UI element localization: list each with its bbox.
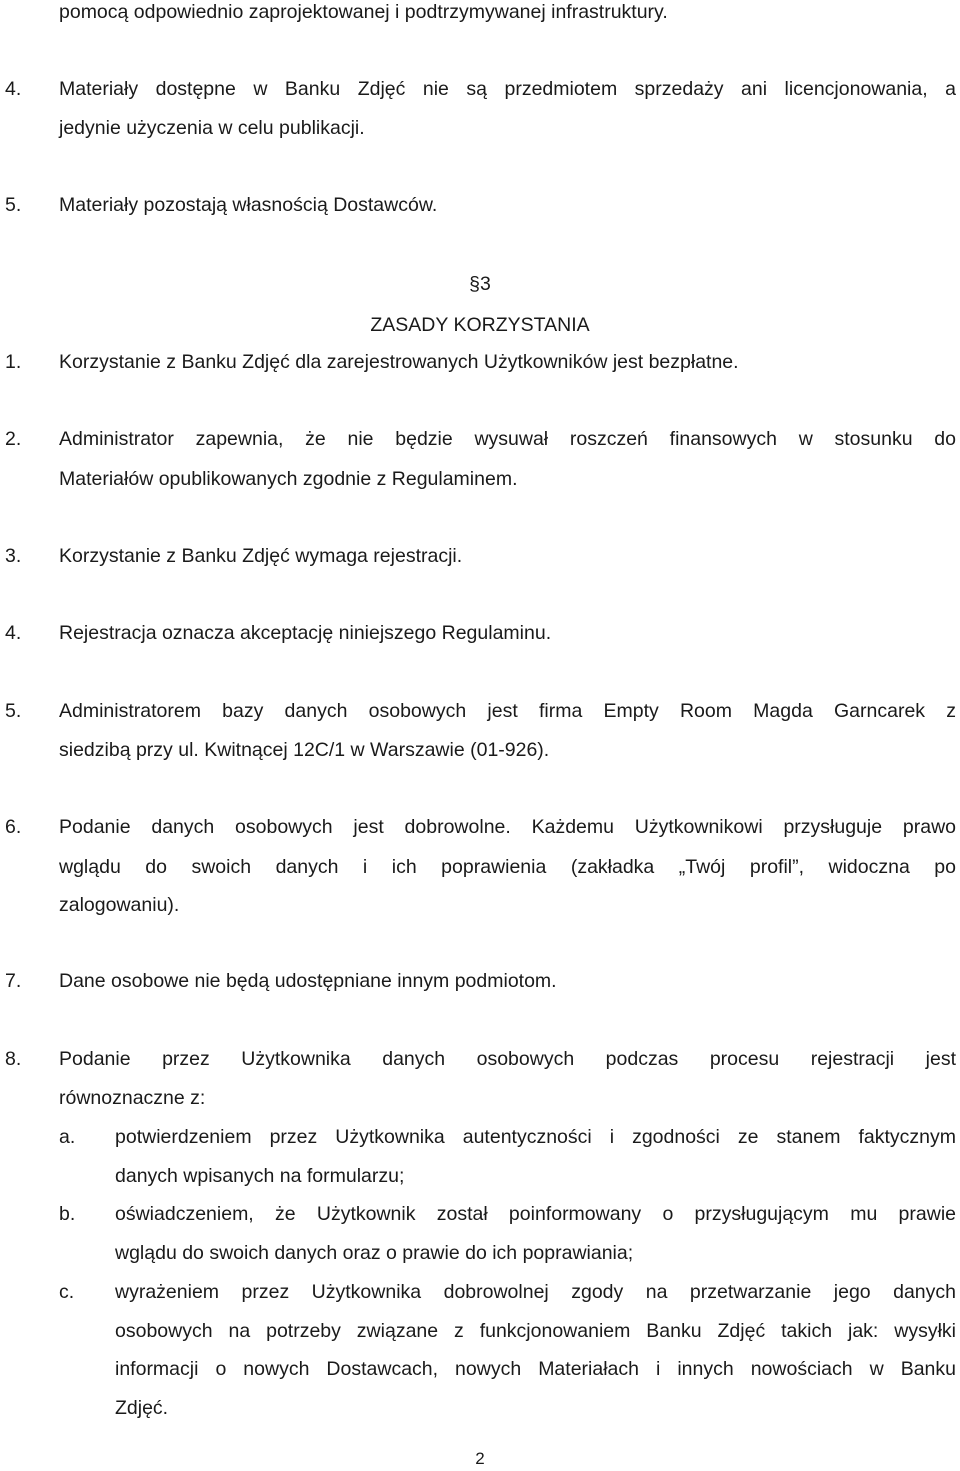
sub-item-text: oświadczeniem, że Użytkownik został poinformowany o przysługującym mu prawie bbox=[115, 1203, 956, 1225]
list-item-number: 7. bbox=[5, 970, 22, 992]
section-symbol: §3 bbox=[469, 273, 491, 295]
sub-item-label: b. bbox=[59, 1203, 76, 1225]
list-item-text: zalogowaniu). bbox=[59, 894, 180, 916]
list-item-text: Administrator zapewnia, że nie będzie wysuwał roszczeń finansowych w stosunku do bbox=[59, 428, 956, 450]
sub-item-text: wyrażeniem przez Użytkownika dobrowolnej zgody na przetwarzanie jego danych bbox=[115, 1281, 956, 1303]
list-item-text: Podanie przez Użytkownika danych osobowych podczas procesu rejestracji jest bbox=[59, 1048, 956, 1070]
sub-item-text: potwierdzeniem przez Użytkownika autentyczności i zgodności ze stanem faktycznym bbox=[115, 1126, 956, 1148]
sub-item-text: informacji o nowych Dostawcach, nowych Materiałach i innych nowościach w Banku bbox=[115, 1358, 956, 1380]
sub-item-label: a. bbox=[59, 1126, 76, 1148]
list-item-text: Administratorem bazy danych osobowych jest firma Empty Room Magda Garncarek z bbox=[59, 700, 956, 722]
page-number: 2 bbox=[475, 1449, 485, 1468]
section-title: ZASADY KORZYSTANIA bbox=[370, 314, 590, 336]
list-item-text: wglądu do swoich danych i ich poprawienia (zakładka „Twój profil”, widoczna po bbox=[59, 856, 956, 878]
sub-item-text: danych wpisanych na formularzu; bbox=[115, 1165, 405, 1187]
list-item-number: 2. bbox=[5, 428, 22, 450]
list-item-text: siedzibą przy ul. Kwitnącej 12C/1 w Warszawie (01-926). bbox=[59, 739, 550, 761]
list-item-number: 4. bbox=[5, 78, 22, 100]
list-item-number: 1. bbox=[5, 351, 22, 373]
sub-item-label: c. bbox=[59, 1281, 75, 1303]
list-item-number: 3. bbox=[5, 545, 22, 567]
list-item-text: Rejestracja oznacza akceptację niniejszego Regulaminu. bbox=[59, 622, 552, 644]
list-item-text: jedynie użyczenia w celu publikacji. bbox=[59, 117, 365, 139]
list-item-text: Materiały pozostają własnością Dostawców. bbox=[59, 194, 438, 216]
list-item-text: Dane osobowe nie będą udostępniane innym podmiotom. bbox=[59, 970, 557, 992]
list-item-text: równoznaczne z: bbox=[59, 1087, 206, 1109]
sub-item-text: osobowych na potrzeby związane z funkcjonowaniem Banku Zdjęć takich jak: wysyłki bbox=[115, 1320, 956, 1342]
list-item-text: Materiały dostępne w Banku Zdjęć nie są przedmiotem sprzedaży ani licencjonowania, a bbox=[59, 78, 956, 100]
sub-item-text: wglądu do swoich danych oraz o prawie do ich poprawiania; bbox=[115, 1242, 634, 1264]
list-item-number: 6. bbox=[5, 816, 22, 838]
list-item-number: 8. bbox=[5, 1048, 22, 1070]
list-item-number: 5. bbox=[5, 194, 22, 216]
intro-line: pomocą odpowiednio zaprojektowanej i podtrzymywanej infrastruktury. bbox=[59, 1, 668, 23]
sub-item-text: Zdjęć. bbox=[115, 1397, 169, 1419]
list-item-number: 4. bbox=[5, 622, 22, 644]
list-item-text: Materiałów opublikowanych zgodnie z Regulaminem. bbox=[59, 468, 518, 490]
list-item-text: Korzystanie z Banku Zdjęć dla zarejestrowanych Użytkowników jest bezpłatne. bbox=[59, 351, 739, 373]
list-item-text: Korzystanie z Banku Zdjęć wymaga rejestracji. bbox=[59, 545, 463, 567]
list-item-number: 5. bbox=[5, 700, 22, 722]
list-item-text: Podanie danych osobowych jest dobrowolne. Każdemu Użytkownikowi przysługuje prawo bbox=[59, 816, 956, 838]
